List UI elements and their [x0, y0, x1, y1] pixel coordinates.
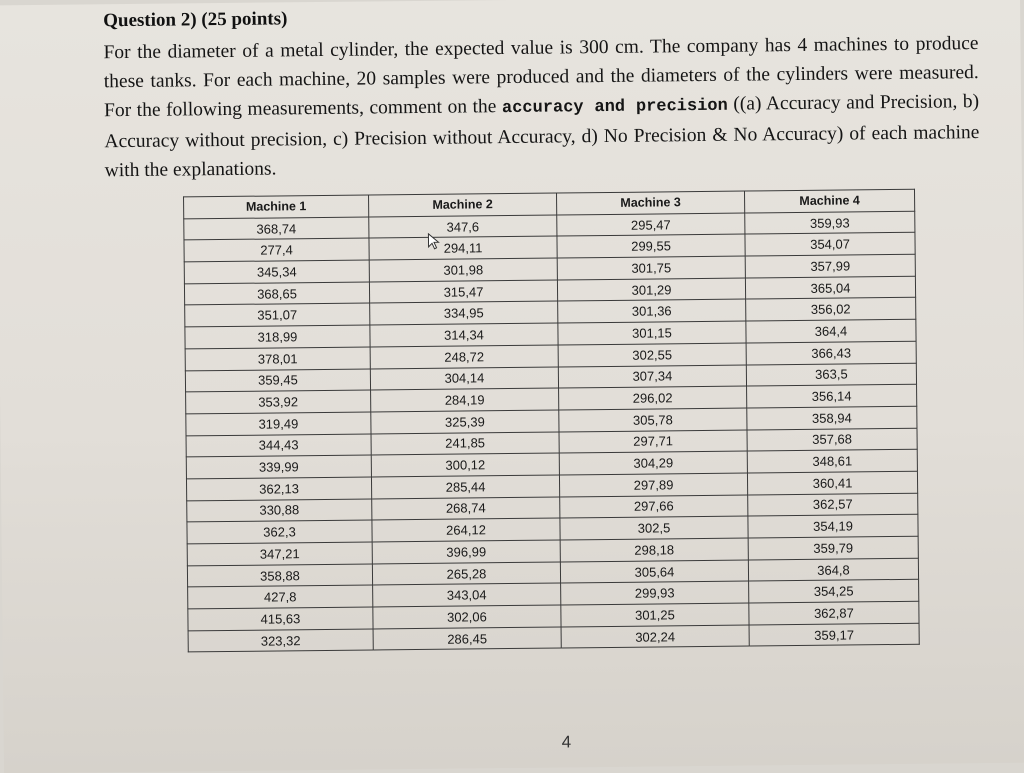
table-cell: 319,49: [186, 412, 371, 436]
table-cell: 286,45: [373, 627, 561, 651]
table-cell: 354,19: [748, 515, 918, 538]
table-cell: 415,63: [188, 607, 373, 631]
table-cell: 356,02: [746, 298, 916, 321]
table-cell: 348,61: [747, 450, 917, 473]
table-cell: 344,43: [186, 434, 371, 458]
table-cell: 285,44: [371, 475, 559, 499]
table-cell: 357,68: [747, 428, 917, 451]
table-cell: 297,71: [559, 430, 747, 454]
mouse-pointer-icon: [427, 233, 441, 251]
measurements-table: [183, 189, 920, 653]
table-cell: 358,94: [747, 406, 917, 429]
table-cell: 378,01: [185, 347, 370, 371]
question-text-part-1: For the diameter of a metal cylinder, the expected value is 300 cm. The company has 4 machines to produce these tanks. For each machine, 20 samples were produced and the diameters of the cylinders were measured. For the following measurements, comment on the: [103, 33, 979, 122]
table-cell: 302,5: [560, 516, 748, 540]
table-cell: 358,88: [187, 564, 372, 588]
table-cell: 265,28: [372, 562, 560, 586]
table-cell: 298,18: [560, 538, 748, 562]
table-cell: 248,72: [370, 345, 558, 369]
table-cell: 354,25: [749, 580, 919, 603]
table-cell: 363,5: [746, 363, 916, 386]
table-cell: 339,99: [186, 455, 371, 479]
table-cell: 362,3: [187, 520, 372, 544]
question-text-part-2: ((a) Accuracy and Precision, b) Accuracy without precision, c) Precision without Accuracy, d) No Precision & No Accuracy) of each machine with the explanations.: [104, 91, 980, 182]
table-cell: 359,93: [745, 211, 915, 234]
header-machine-2: Machine 2: [369, 193, 557, 217]
table-cell: 268,74: [372, 497, 560, 521]
table-cell: 297,89: [559, 473, 747, 497]
table-cell: 359,79: [748, 536, 918, 559]
table-cell: 301,15: [558, 321, 746, 345]
table-cell: 330,88: [187, 499, 372, 523]
measurements-table-wrapper: [183, 189, 920, 653]
table-cell: 427,8: [188, 585, 373, 609]
table-cell: 347,21: [187, 542, 372, 566]
table-cell: 241,85: [371, 432, 559, 456]
table-cell: 300,12: [371, 453, 559, 477]
table-cell: 277,4: [184, 238, 369, 262]
table-cell: 396,99: [372, 540, 560, 564]
header-machine-1: Machine 1: [184, 195, 369, 219]
table-cell: 301,36: [558, 299, 746, 323]
table-cell: 315,47: [369, 280, 557, 304]
table-cell: 302,24: [561, 625, 749, 649]
table-cell: 356,14: [747, 384, 917, 407]
table-cell: 301,75: [557, 256, 745, 280]
question-title: Question 2) (25 points): [103, 8, 288, 32]
header-machine-3: Machine 3: [557, 191, 745, 215]
table-cell: 301,25: [561, 603, 749, 627]
precision-keyword: precision: [635, 96, 728, 117]
table-cell: 304,14: [370, 367, 558, 391]
table-cell: 362,87: [749, 601, 919, 624]
table-cell: 353,92: [186, 390, 371, 414]
table-cell: 302,55: [558, 343, 746, 367]
table-cell: 357,99: [745, 254, 915, 277]
table-cell: 359,17: [749, 623, 919, 646]
table-cell: 347,6: [369, 215, 557, 239]
table-cell: 305,64: [560, 560, 748, 584]
table-cell: 302,06: [373, 605, 561, 629]
table-cell: 364,8: [748, 558, 918, 581]
table-cell: 305,78: [559, 408, 747, 432]
table-cell: 334,95: [370, 301, 558, 325]
table-cell: 360,41: [747, 471, 917, 494]
and-keyword: and: [583, 97, 637, 118]
table-cell: 354,07: [745, 233, 915, 256]
table-cell: 299,55: [557, 234, 745, 258]
table-cell: 362,57: [748, 493, 918, 516]
question-body: [103, 29, 979, 185]
table-cell: 362,13: [186, 477, 371, 501]
table-cell: 368,65: [184, 282, 369, 306]
table-cell: 296,02: [559, 386, 747, 410]
table-cell: 345,34: [184, 260, 369, 284]
table-cell: 294,11: [369, 236, 557, 260]
table-cell: 359,45: [185, 368, 370, 392]
table-cell: 364,4: [746, 319, 916, 342]
table-cell: 301,98: [369, 258, 557, 282]
table-cell: 297,66: [560, 495, 748, 519]
table-cell: 351,07: [185, 303, 370, 327]
table-cell: 295,47: [557, 213, 745, 237]
table-cell: 299,93: [561, 581, 749, 605]
table-cell: 284,19: [371, 388, 559, 412]
table-cell: 304,29: [559, 451, 747, 475]
table-cell: 325,39: [371, 410, 559, 434]
table-cell: 365,04: [745, 276, 915, 299]
table-cell: 323,32: [188, 629, 373, 653]
table-cell: 301,29: [557, 278, 745, 302]
table-cell: 307,34: [558, 365, 746, 389]
page-number: 4: [561, 732, 572, 752]
table-cell: 264,12: [372, 518, 560, 542]
table-cell: 368,74: [184, 217, 369, 241]
table-cell: 366,43: [746, 341, 916, 364]
table-cell: 343,04: [373, 583, 561, 607]
table-cell: 318,99: [185, 325, 370, 349]
table-body: [184, 211, 920, 652]
accuracy-keyword: accuracy: [501, 98, 584, 119]
table-cell: 314,34: [370, 323, 558, 347]
header-machine-4: Machine 4: [744, 189, 914, 212]
